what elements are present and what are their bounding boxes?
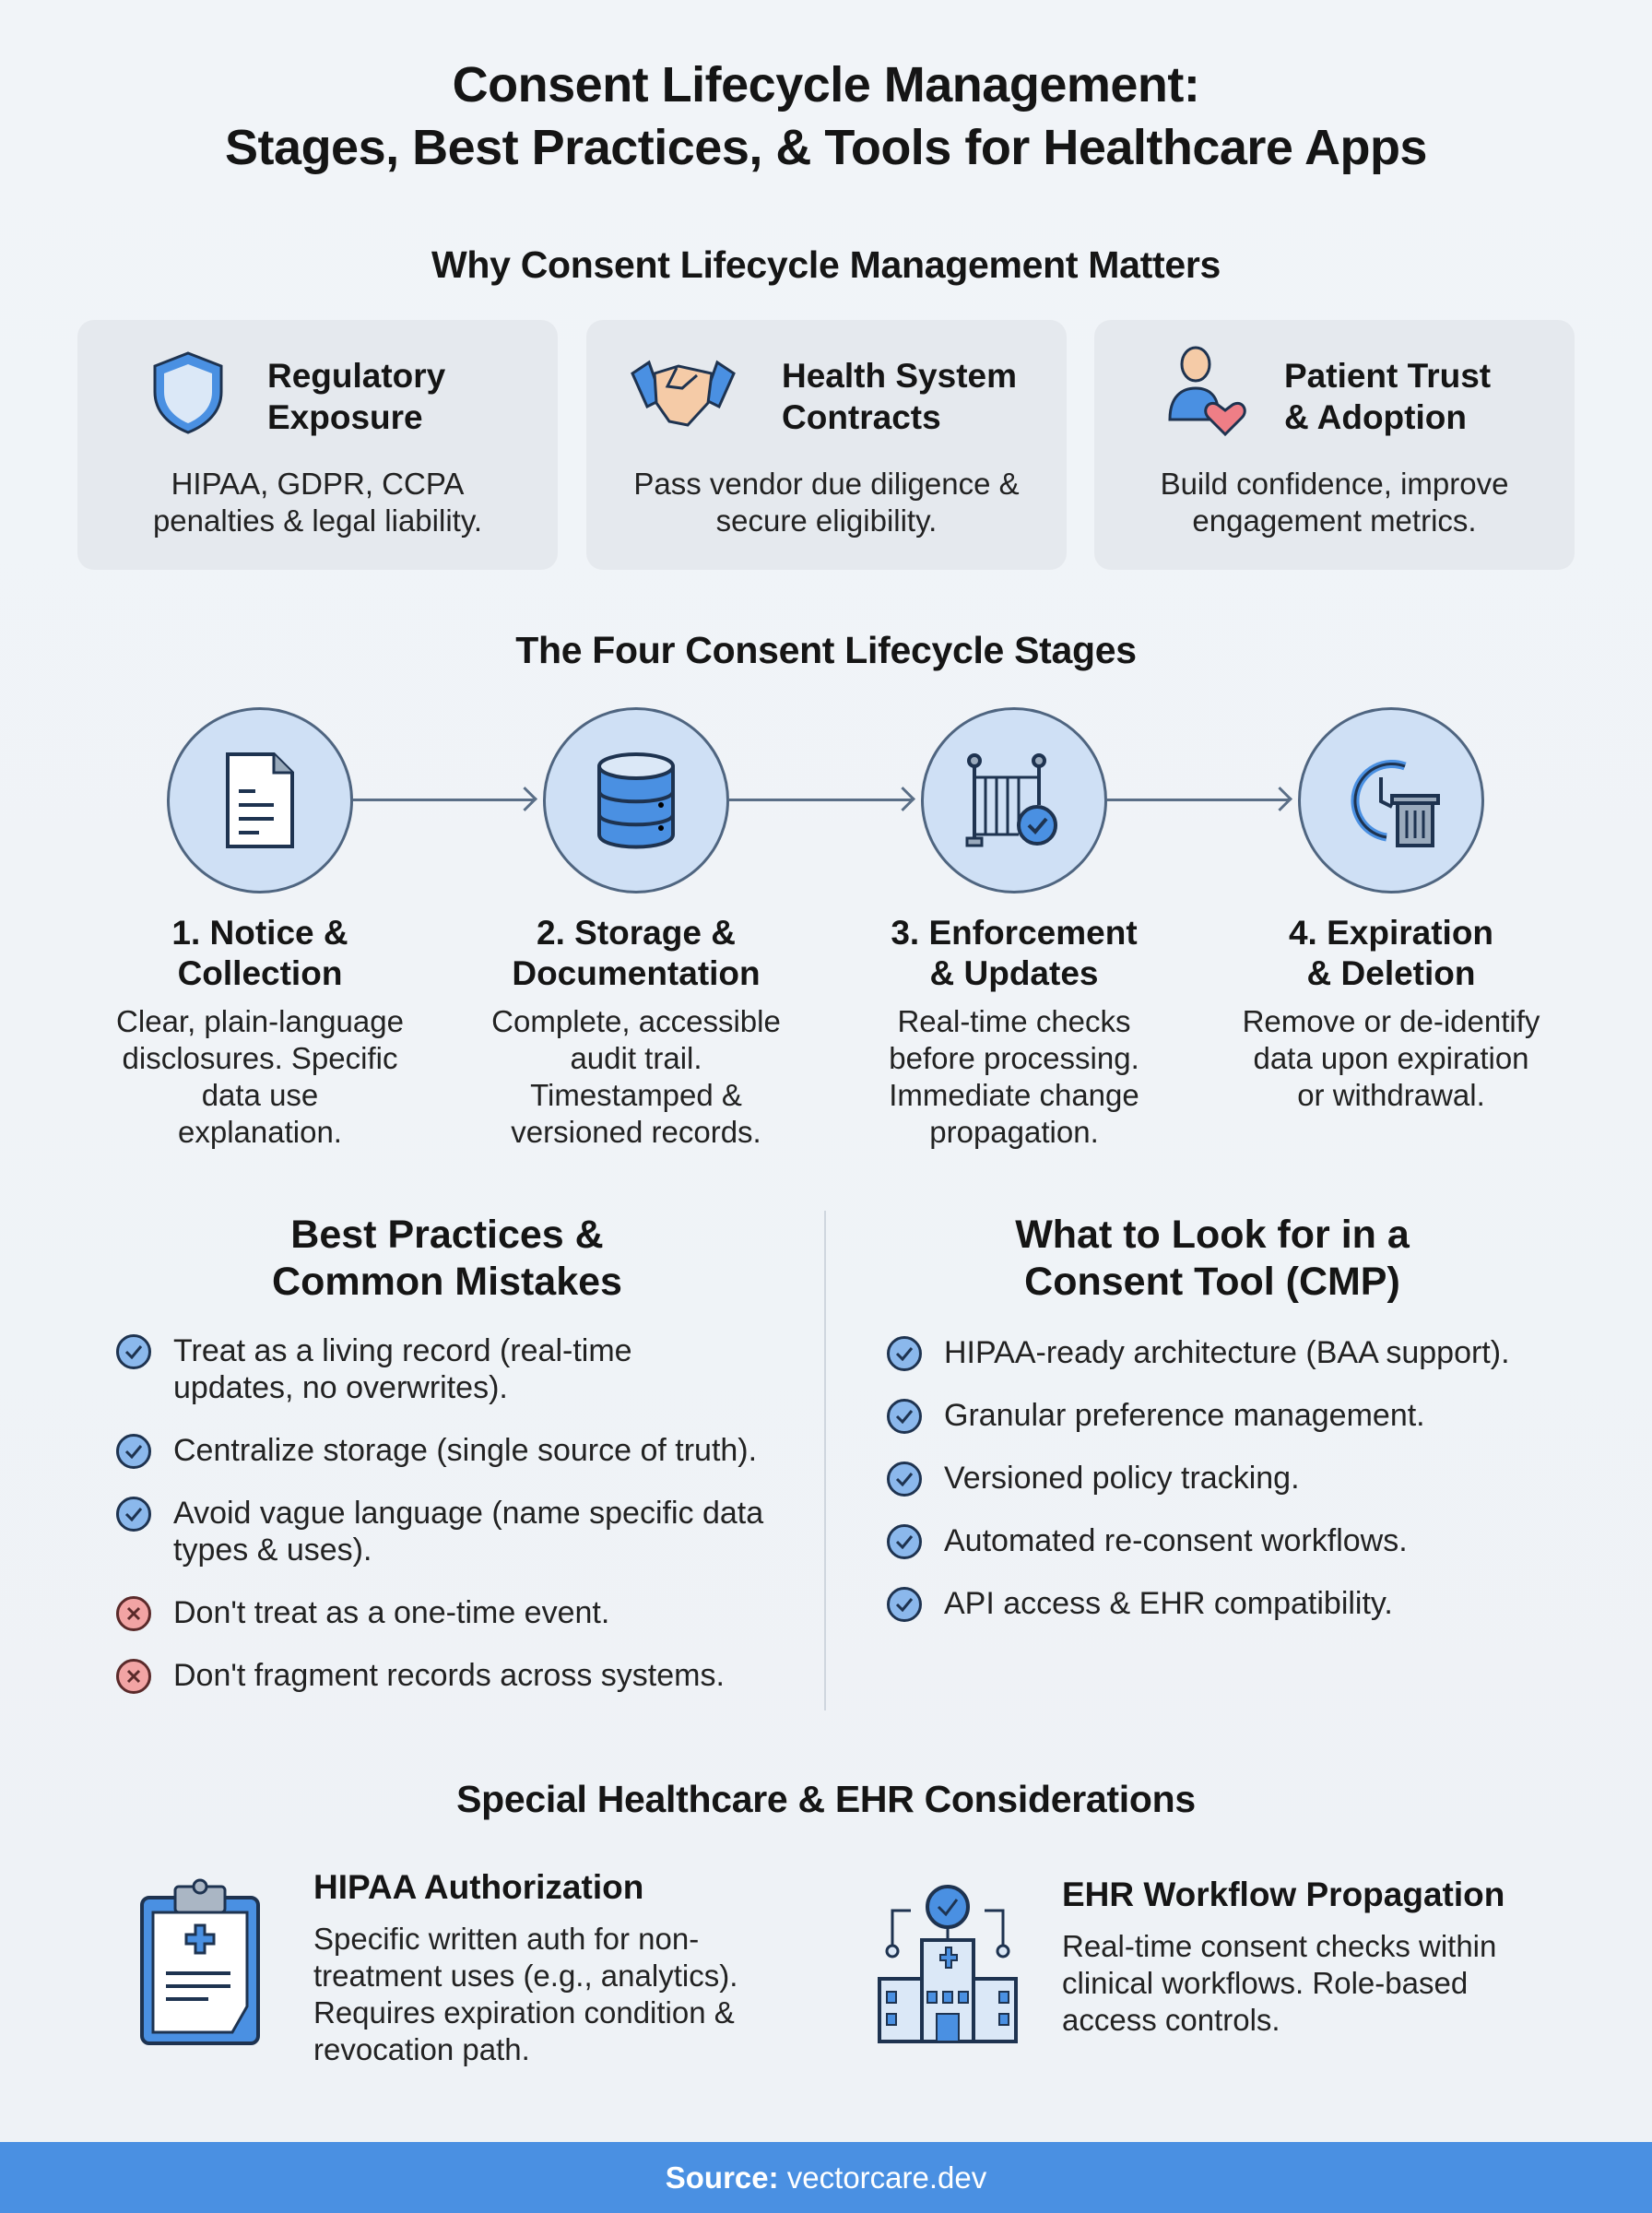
card-regulatory-exposure: [77, 320, 558, 570]
x-icon: [116, 1659, 151, 1694]
stage-title: 4. Expiration: [1288, 914, 1494, 952]
item-text: Granular preference management.: [944, 1398, 1425, 1433]
ehr-desc: access controls.: [1062, 2003, 1280, 2037]
stage-desc: explanation.: [178, 1115, 342, 1149]
list-item: [116, 1594, 817, 1631]
stage-desc: disclosures. Specific: [122, 1041, 398, 1075]
database-icon: [595, 750, 678, 851]
hipaa-desc: revocation path.: [313, 2032, 530, 2066]
stages-heading: The Four Consent Lifecycle Stages: [515, 629, 1137, 671]
card-desc: Build confidence, improve: [1160, 467, 1509, 501]
stage-desc: audit trail.: [570, 1041, 702, 1075]
best-practices-heading: [83, 1212, 811, 1306]
item-text: Avoid vague language (name specific data: [173, 1496, 764, 1531]
list-item: [887, 1585, 1606, 1622]
title-line-2: Stages, Best Practices, & Tools for Healthcare Apps: [225, 120, 1427, 175]
stage-2-circle: [543, 707, 729, 893]
hospital-network-icon: [874, 1883, 1021, 2045]
stage-2: [470, 913, 802, 1151]
handshake-icon: [623, 346, 743, 438]
stage-title: Documentation: [512, 954, 761, 992]
stage-desc: data upon expiration: [1253, 1041, 1529, 1075]
hipaa-desc: Specific written auth for non-: [313, 1922, 700, 1956]
card-title: Patient Trust: [1284, 357, 1492, 395]
stage-desc: Timestamped &: [530, 1078, 742, 1112]
stage-title: 2. Storage &: [537, 914, 736, 952]
item-text: types & uses).: [173, 1533, 372, 1568]
hipaa-desc: treatment uses (e.g., analytics).: [313, 1959, 738, 1993]
source-link[interactable]: vectorcare.dev: [786, 2160, 987, 2195]
card-desc: secure eligibility.: [715, 503, 938, 538]
stage-1-circle: [167, 707, 353, 893]
stage-desc: Clear, plain-language: [116, 1004, 404, 1038]
heading-line: Common Mistakes: [272, 1260, 622, 1304]
card-desc: engagement metrics.: [1192, 503, 1477, 538]
check-icon: [116, 1497, 151, 1532]
list-item: [887, 1522, 1606, 1559]
stage-desc: versioned records.: [511, 1115, 761, 1149]
stage-title: 3. Enforcement: [891, 914, 1138, 952]
stage-title: & Updates: [929, 954, 1099, 992]
column-divider: [824, 1211, 826, 1710]
card-health-system-contracts: [586, 320, 1067, 570]
item-text: API access & EHR compatibility.: [944, 1586, 1393, 1621]
stage-desc: data use: [201, 1078, 319, 1112]
x-icon: [116, 1596, 151, 1631]
heading-line: What to Look for in a: [1015, 1213, 1410, 1257]
list-item: [887, 1334, 1606, 1371]
special-heading: Special Healthcare & EHR Considerations: [456, 1778, 1196, 1820]
check-icon: [887, 1336, 922, 1371]
heading-line: Consent Tool (CMP): [1024, 1260, 1400, 1304]
stage-1: [94, 913, 426, 1151]
stage-desc: before processing.: [889, 1041, 1139, 1075]
check-icon: [887, 1399, 922, 1434]
clipboard-icon: [138, 1877, 264, 2047]
stage-title: 1. Notice &: [171, 914, 348, 952]
hipaa-authorization: [313, 1866, 793, 2068]
check-icon: [116, 1434, 151, 1469]
stage-desc: Complete, accessible: [491, 1004, 781, 1038]
heading-line: Best Practices &: [290, 1213, 604, 1257]
list-item: [116, 1657, 817, 1694]
footer-source: [0, 2142, 1652, 2213]
list-item: [116, 1495, 817, 1568]
stage-4-circle: [1298, 707, 1484, 893]
item-text: Centralize storage (single source of truth).: [173, 1433, 758, 1468]
list-item: [116, 1432, 817, 1469]
arrow-right: [729, 799, 912, 801]
source-label: Source:: [665, 2160, 779, 2195]
item-text: Automated re-consent workflows.: [944, 1523, 1408, 1558]
ehr-desc: Real-time consent checks within: [1062, 1929, 1497, 1963]
card-desc: penalties & legal liability.: [152, 503, 483, 538]
stage-desc: Remove or de-identify: [1242, 1004, 1540, 1038]
list-item: [887, 1460, 1606, 1497]
arrow-right: [1107, 799, 1289, 801]
why-heading: Why Consent Lifecycle Management Matters: [431, 243, 1221, 286]
gate-check-icon: [963, 750, 1065, 851]
card-title: Regulatory: [267, 357, 446, 395]
stage-3: [848, 913, 1180, 1151]
stage-desc: Immediate change: [889, 1078, 1139, 1112]
card-title: Health System: [782, 357, 1017, 395]
list-item: [116, 1332, 817, 1406]
item-text: Versioned policy tracking.: [944, 1461, 1300, 1496]
cmp-heading: [848, 1212, 1576, 1306]
patient-heart-icon: [1159, 346, 1251, 438]
cmp-list: [887, 1334, 1606, 1648]
stage-4: [1225, 913, 1557, 1114]
page-title: [0, 53, 1652, 179]
shield-icon: [142, 346, 234, 438]
card-patient-trust: [1094, 320, 1575, 570]
list-item: [887, 1397, 1606, 1434]
check-icon: [887, 1587, 922, 1622]
stage-desc: Real-time checks: [897, 1004, 1131, 1038]
stage-title: Collection: [177, 954, 343, 992]
stage-desc: propagation.: [929, 1115, 1099, 1149]
title-line-1: Consent Lifecycle Management:: [452, 57, 1200, 112]
hipaa-desc: Requires expiration condition &: [313, 1995, 735, 2030]
stage-title: & Deletion: [1306, 954, 1476, 992]
item-text: updates, no overwrites).: [173, 1370, 508, 1405]
best-practices-list: [116, 1332, 817, 1720]
card-title: Exposure: [267, 398, 423, 436]
ehr-desc: clinical workflows. Role-based: [1062, 1966, 1469, 2000]
check-icon: [887, 1524, 922, 1559]
card-desc: HIPAA, GDPR, CCPA: [171, 467, 465, 501]
item-text: HIPAA-ready architecture (BAA support).: [944, 1335, 1510, 1370]
card-desc: Pass vendor due diligence &: [633, 467, 1020, 501]
ehr-workflow-propagation: [1062, 1874, 1578, 2039]
document-icon: [218, 750, 301, 851]
clock-trash-icon: [1340, 750, 1442, 851]
item-text: Don't fragment records across systems.: [173, 1658, 725, 1693]
item-text: Don't treat as a one-time event.: [173, 1595, 610, 1630]
stage-3-circle: [921, 707, 1107, 893]
arrow-right: [353, 799, 534, 801]
ehr-title: EHR Workflow Propagation: [1062, 1876, 1505, 1913]
hipaa-title: HIPAA Authorization: [313, 1868, 644, 1906]
check-icon: [887, 1462, 922, 1497]
item-text: Treat as a living record (real-time: [173, 1333, 632, 1368]
check-icon: [116, 1334, 151, 1369]
stage-desc: or withdrawal.: [1297, 1078, 1485, 1112]
card-title: Contracts: [782, 398, 941, 436]
card-title: & Adoption: [1284, 398, 1467, 436]
